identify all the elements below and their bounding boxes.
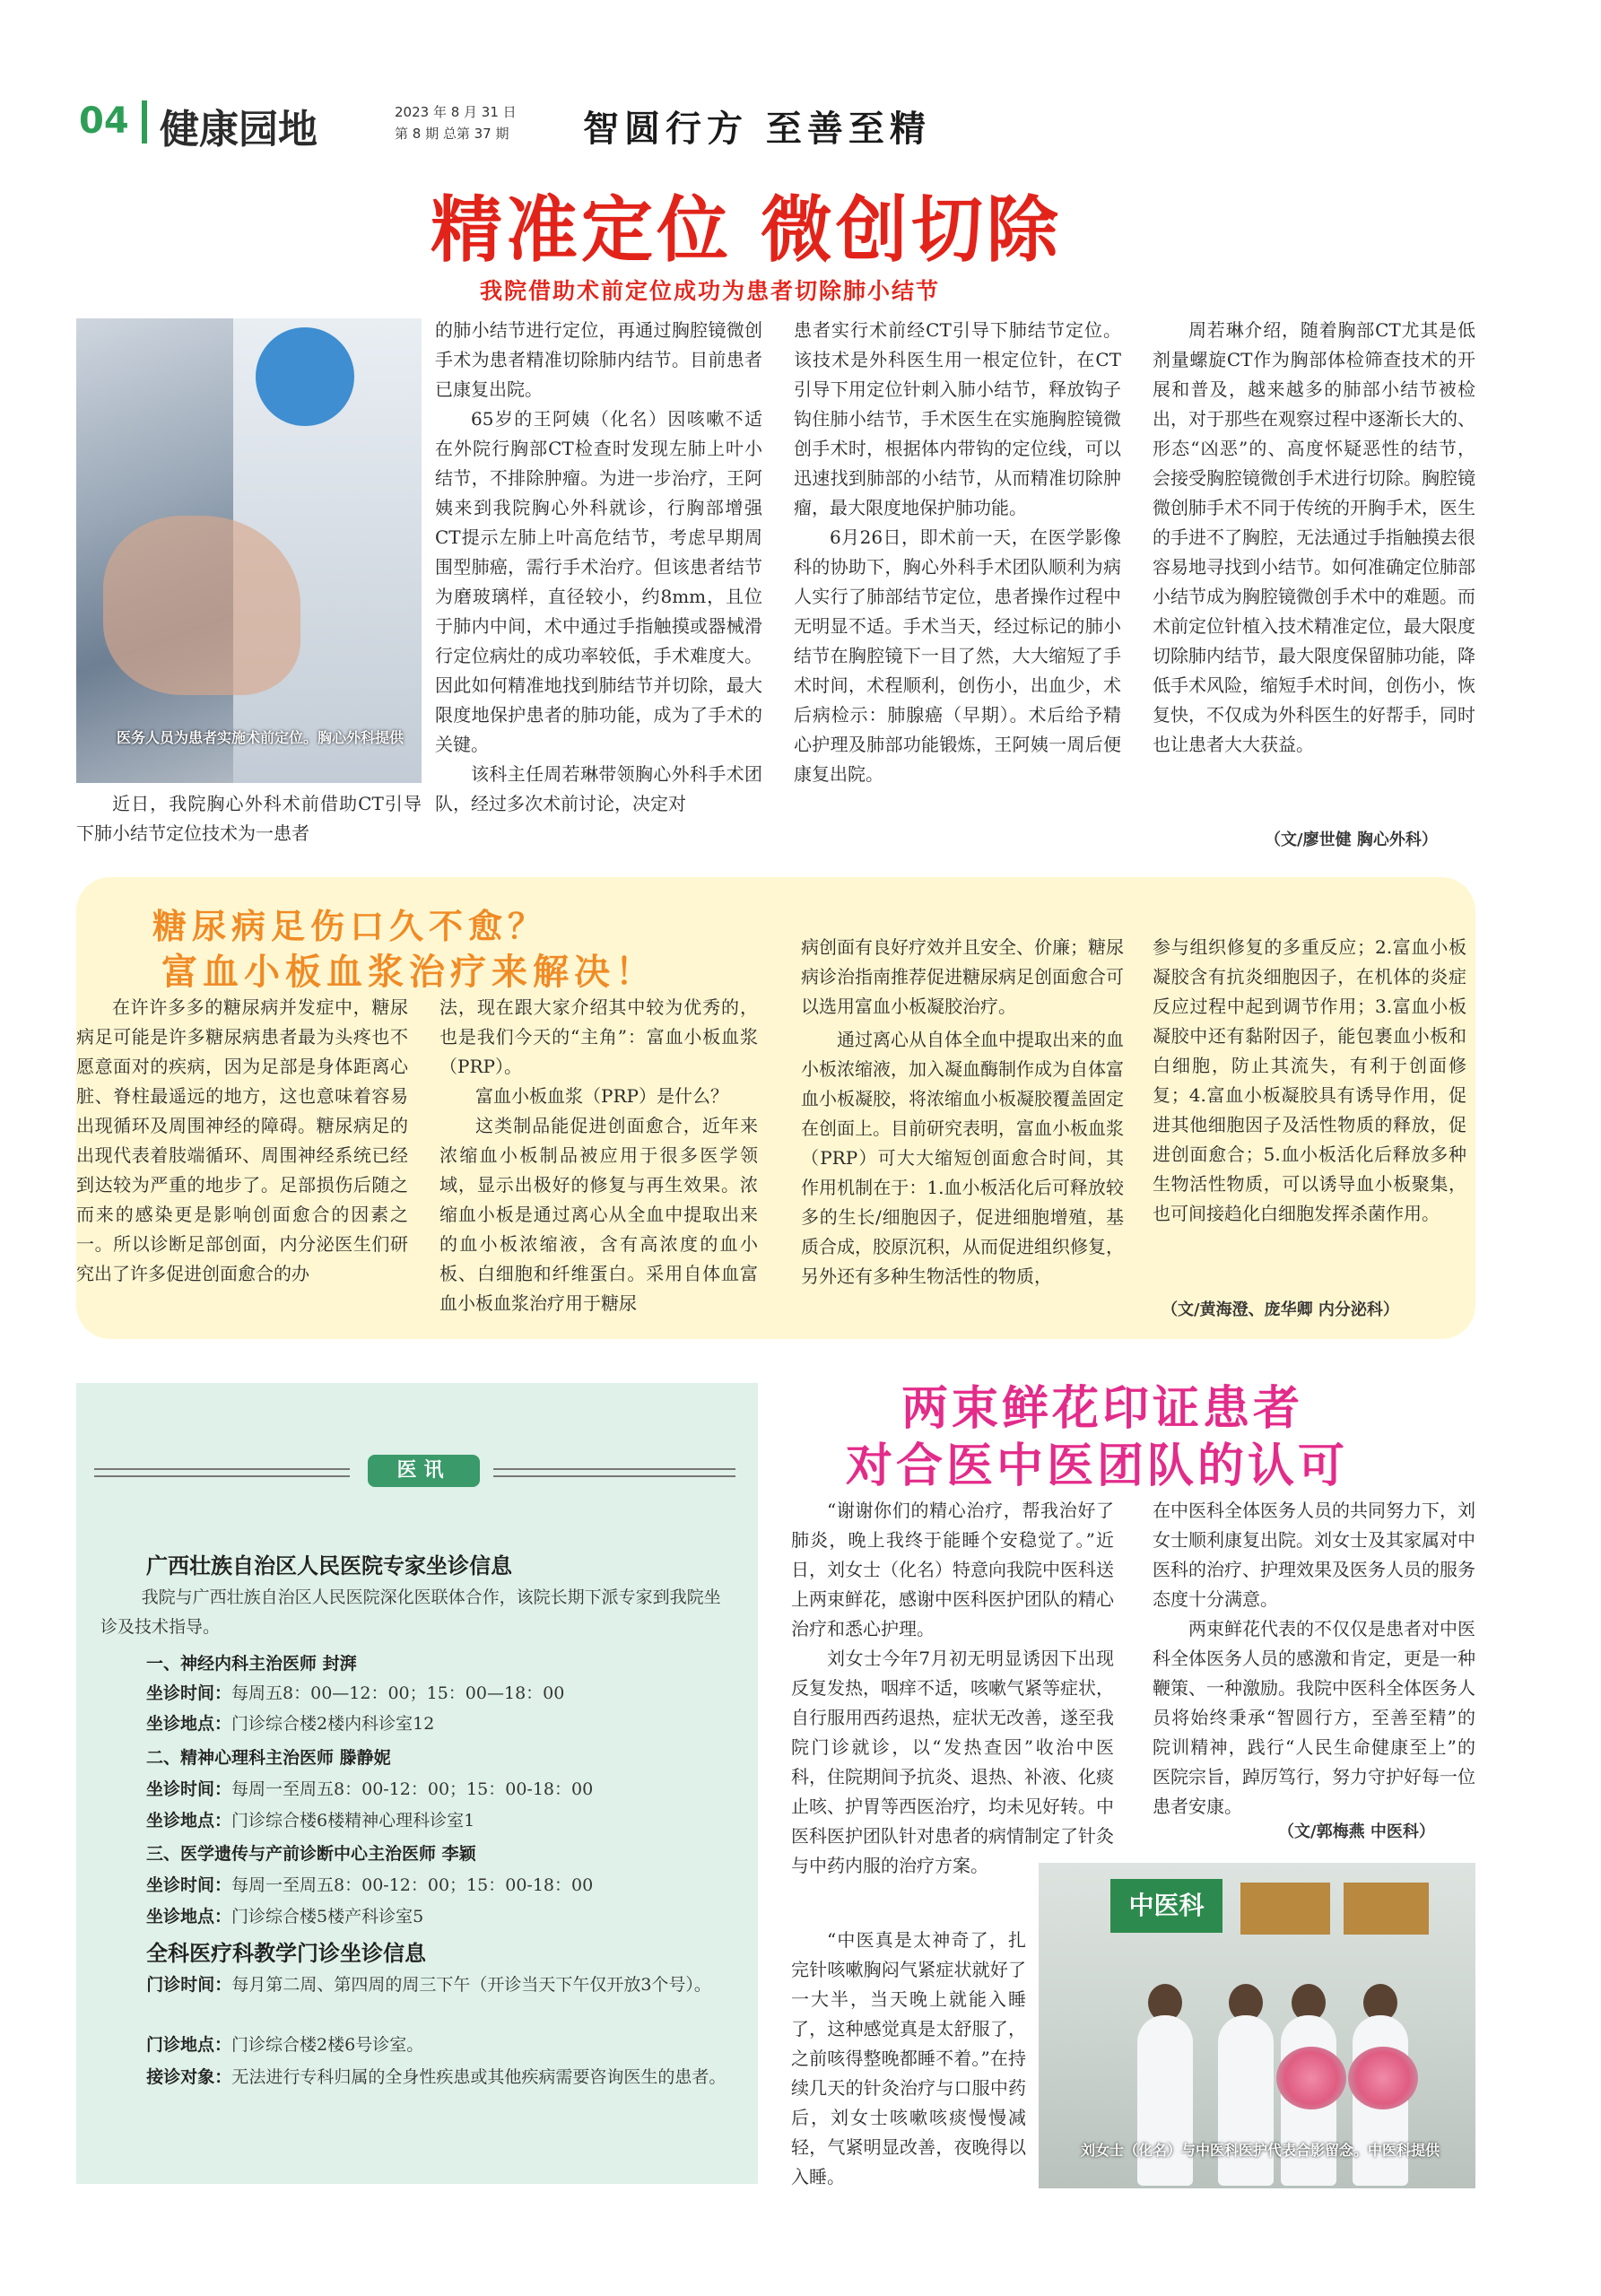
notice-section-2-place: 坐诊地点：门诊综合楼6楼精神心理科诊室1 xyxy=(146,1811,475,1831)
notice-heading-2: 全科医疗科教学门诊坐诊信息 xyxy=(146,1941,426,1966)
page-number: 04 xyxy=(79,100,129,142)
article3-paragraph: “中医真是太神奇了，扎完针咳嗽胸闷气紧症状就好了一大半，当天晚上就能入睡了，这种感觉真是太舒服了，之前咳得整晚都睡不着。”在持续几天的针灸治疗与口服中药后，刘女士咳嗽咳痰慢慢减轻，气紧明显改善，夜晚得以入睡。 xyxy=(791,1929,1026,2187)
article1-paragraph: 的肺小结节进行定位，再通过胸腔镜微创手术为患者精准切除肺内结节。目前患者已康复出院。 xyxy=(435,319,762,400)
article1-title: 精准定位 微创切除 xyxy=(431,188,1062,272)
notice-section-1-place: 坐诊地点：门诊综合楼2楼内科诊室12 xyxy=(146,1714,435,1734)
notice-rule-right xyxy=(493,1468,735,1477)
article3-photo-caption: 刘女士（化名）与中医科医护代表合影留念。中医科提供 xyxy=(1080,2142,1440,2159)
notice-gp-target: 接诊对象：无法进行专科归属的全身性疾患或其他疾病需要咨询医生的患者。 xyxy=(146,2067,727,2087)
article3-paragraph: 在中医科全体医务人员的共同努力下，刘女士顺利康复出院。刘女士及其家属对中医科的治疗、护理效果及医务人员的服务态度十分满意。 xyxy=(1153,1500,1475,1610)
article3-paragraph: 两束鲜花代表的不仅仅是患者对中医科全体医务人员的感激和肯定，更是一种鞭策、一种激励。我院中医科全体医务人员将始终秉承“智圆行方，至善至精”的院训精神，践行“人民生命健康至上”的医院宗旨，踔厉笃行，努力守护好每一位患者安康。 xyxy=(1153,1618,1475,1817)
article2-paragraph: 病创面有良好疗效并且安全、价廉；糖尿病诊治指南推荐促进糖尿病足创面愈合可以选用富血小板凝胶治疗。 xyxy=(801,936,1124,1017)
notice-section-3-place: 坐诊地点：门诊综合楼5楼产科诊室5 xyxy=(146,1907,424,1926)
article2-paragraph: 法，现在跟大家介绍其中较为优秀的，也是我们今天的“主角”：富血小板血浆（PRP）。 xyxy=(439,996,758,1077)
article3-column-1-continued xyxy=(791,1926,1026,2192)
article2-column-3 xyxy=(801,933,1124,1292)
article2-title-line1: 糖尿病足伤口久不愈？ xyxy=(152,906,548,946)
notice-intro: 我院与广西壮族自治区人民医院深化医联体合作，该院长期下派专家到我院坐诊及技术指导。 xyxy=(100,1587,721,1637)
article3-title-line1: 两束鲜花印证患者 xyxy=(901,1382,1304,1436)
article1-column-4 xyxy=(1153,316,1475,760)
notice-section-3-time: 坐诊时间：每周一至周五8：00-12：00；15：00-18：00 xyxy=(146,1875,594,1895)
notice-section-2-title: 二、精神心理科主治医师 滕静妮 xyxy=(146,1748,391,1768)
header-divider xyxy=(142,100,147,144)
article1-column-3 xyxy=(794,316,1121,789)
notice-section-1-title: 一、神经内科主治医师 封湃 xyxy=(146,1654,357,1674)
article2-title-line2: 富血小板血浆治疗来解决！ xyxy=(161,951,657,993)
article1-paragraph: 周若琳介绍，随着胸部CT尤其是低剂量螺旋CT作为胸部体检筛查技术的开展和普及，越来越多的肺部小结节被检出，对于那些在观察过程中逐渐长大的、形态“凶恶”的、高度怀疑恶性的结节，会接受胸腔镜微创手术进行切除。胸腔镜微创肺手术不同于传统的开胸手术，医生的手进不了胸腔，无法通过手指触摸去很容易地寻找到小结节。如何准确定位肺部小结节成为胸腔镜微创手术中的难题。而术前定位针植入技术精准定位，最大限度切除肺内结节，最大限度保留肺功能，降低手术风险，缩短手术时间，创伤小，恢复快，不仅成为外科医生的好帮手，同时也让患者大大获益。 xyxy=(1153,319,1475,755)
notice-section-2-time: 坐诊时间：每周一至周五8：00-12：00；15：00-18：00 xyxy=(146,1779,594,1799)
article2-paragraph: 参与组织修复的多重反应；2.富血小板凝胶含有抗炎细胞因子，在机体的炎症反应过程中起到调节作用；3.富血小板凝胶中还有黏附因子，能包裹血小板和白细胞，防止其流失，有利于创面修复；4.富血小板凝胶具有诱导作用，促进其他细胞因子及活性物质的释放，促进创面愈合；5.血小板活化后释放多种生物活性物质，可以诱导血小板聚集，也可间接趋化白细胞发挥杀菌作用。 xyxy=(1153,936,1466,1224)
article1-subtitle: 我院借助术前定位成功为患者切除肺小结节 xyxy=(480,278,941,304)
article2-byline: （文/黄海澄、庞华卿 内分泌科） xyxy=(1162,1300,1399,1319)
notice-gp-time: 门诊时间：每月第二周、第四周的周三下午（开诊当天下午仅开放3个号）。 xyxy=(146,1975,711,1995)
article3-column-2 xyxy=(1153,1496,1475,1822)
article2-column-2 xyxy=(439,993,758,1318)
article1-byline: （文/廖世健 胸心外科） xyxy=(1265,831,1438,849)
article1-column-1 xyxy=(76,789,422,848)
article1-column-2 xyxy=(435,316,762,819)
article3-photo xyxy=(1039,1863,1475,2188)
article2-paragraph: 这类制品能促进创面愈合，近年来浓缩血小板制品被应用于很多医学领域，显示出极好的修复与再生效果。浓缩血小板是通过离心从全血中提取出来的血小板浓缩液，含有高浓度的血小板、白细胞和纤维蛋白。采用自体血富血小板血浆治疗用于糖尿 xyxy=(439,1115,758,1314)
notice-section-1-time: 坐诊时间：每周五8：00—12：00；15：00—18：00 xyxy=(146,1683,565,1703)
article2-column-1 xyxy=(76,993,408,1289)
article2-column-4 xyxy=(1153,933,1466,1229)
article1-photo xyxy=(76,318,422,783)
article2-paragraph: 富血小板血浆（PRP）是什么？ xyxy=(475,1085,728,1107)
article3-column-1 xyxy=(791,1496,1114,1881)
notice-badge: 医讯 xyxy=(368,1455,480,1487)
article1-paragraph: 6月26日，即术前一天，在医学影像科的协助下，胸心外科手术团队顺利为病人实行了肺部结节定位，患者操作过程中无明显不适。手术当天，经过标记的肺小结节在胸腔镜下一目了然，大大缩短了手术时间，术程顺利，创伤小，出血少，术后病检示：肺腺癌（早期）。术后给予精心护理及肺部功能锻炼，王阿姨一周后便康复出院。 xyxy=(794,526,1121,785)
article3-paragraph: 刘女士今年7月初无明显诱因下出现反复发热，咽痒不适，咳嗽气紧等症状，自行服用西药退热，症状无改善，遂至我院门诊就诊，以“发热查因”收治中医科，住院期间予抗炎、退热、补液、化痰止咳、护胃等西医治疗，均未见好转。中医科医护团队针对患者的病情制定了针灸与中药内服的治疗方案。 xyxy=(791,1648,1114,1876)
article1-paragraph: 该科主任周若琳带领胸心外科手术团队，经过多次术前讨论，决定对 xyxy=(435,763,762,814)
issue-number: 第 8 期 总第 37 期 xyxy=(395,126,509,142)
section-title: 健康园地 xyxy=(160,107,318,152)
article2-paragraph: 通过离心从自体全血中提取出来的血小板浓缩液，加入凝血酶制作成为自体富血小板凝胶，将浓缩血小板凝胶覆盖固定在创面上。目前研究表明，富血小板血浆（PRP）可大大缩短创面愈合时间，其作用机制在于：1.血小板活化后可释放较多的生长/细胞因子，促进细胞增殖，基质合成，胶原沉积，从而促进组织修复，另外还有多种生物活性的物质， xyxy=(801,1029,1124,1287)
notice-section-3-title: 三、医学遗传与产前诊断中心主治医师 李颖 xyxy=(146,1844,476,1864)
article1-paragraph: 近日，我院胸心外科术前借助CT引导下肺小结节定位技术为一患者 xyxy=(76,793,422,844)
article1-paragraph: 65岁的王阿姨（化名）因咳嗽不适在外院行胸部CT检查时发现左肺上叶小结节，不排除肿瘤。为进一步治疗，王阿姨来到我院胸心外科就诊，行胸部增强CT提示左肺上叶高危结节，考虑早期周围型肺癌，需行手术治疗。但该患者结节为磨玻璃样，直径较小，约8mm，且位于肺内中间，术中通过手指触摸或器械滑行定位病灶的成功率较低，手术难度大。因此如何精准地找到肺结节并切除，最大限度地保护患者的肺功能，成为了手术的关键。 xyxy=(435,408,762,755)
motto: 智圆行方 至善至精 xyxy=(583,108,931,150)
article3-title-line2: 对合医中医团队的认可 xyxy=(846,1439,1349,1493)
notice-rule-left xyxy=(94,1468,350,1477)
article1-paragraph: 患者实行术前经CT引导下肺结节定位。该技术是外科医生用一根定位针，在CT引导下用定位针刺入肺小结节，释放钩子钩住肺小结节，手术医生在实施胸腔镜微创手术时，根据体内带钩的定位线，可以迅速找到肺部的小结节，从而精准切除肿瘤，最大限度地保护肺功能。 xyxy=(794,319,1121,518)
article2-paragraph: 在许许多多的糖尿病并发症中，糖尿病足可能是许多糖尿病患者最为头疼也不愿意面对的疾病，因为足部是身体距离心脏、脊柱最遥远的地方，这也意味着容易出现循环及周围神经的障碍。糖尿病足的出现代表着肢端循环、周围神经系统已经到达较为严重的地步了。足部损伤后随之而来的感染更是影响创面愈合的因素之一。所以诊断足部创面，内分泌医生们研究出了许多促进创面愈合的办 xyxy=(76,996,408,1284)
article1-photo-caption: 医务人员为患者实施术前定位。胸心外科提供 xyxy=(117,729,405,746)
notice-heading-1: 广西壮族自治区人民医院专家坐诊信息 xyxy=(146,1553,512,1578)
issue-date: 2023 年 8 月 31 日 xyxy=(395,104,517,120)
notice-gp-place: 门诊地点：门诊综合楼2楼6号诊室。 xyxy=(146,2035,424,2055)
article3-paragraph: “谢谢你们的精心治疗，帮我治好了肺炎，晚上我终于能睡个安稳觉了。”近日，刘女士（化名）特意向我院中医科送上两束鲜花，感谢中医科医护团队的精心治疗和悉心护理。 xyxy=(791,1500,1114,1639)
department-sign: 中医科 xyxy=(1110,1879,1223,1933)
article3-byline: （文/郭梅燕 中医科） xyxy=(1278,1822,1435,1841)
